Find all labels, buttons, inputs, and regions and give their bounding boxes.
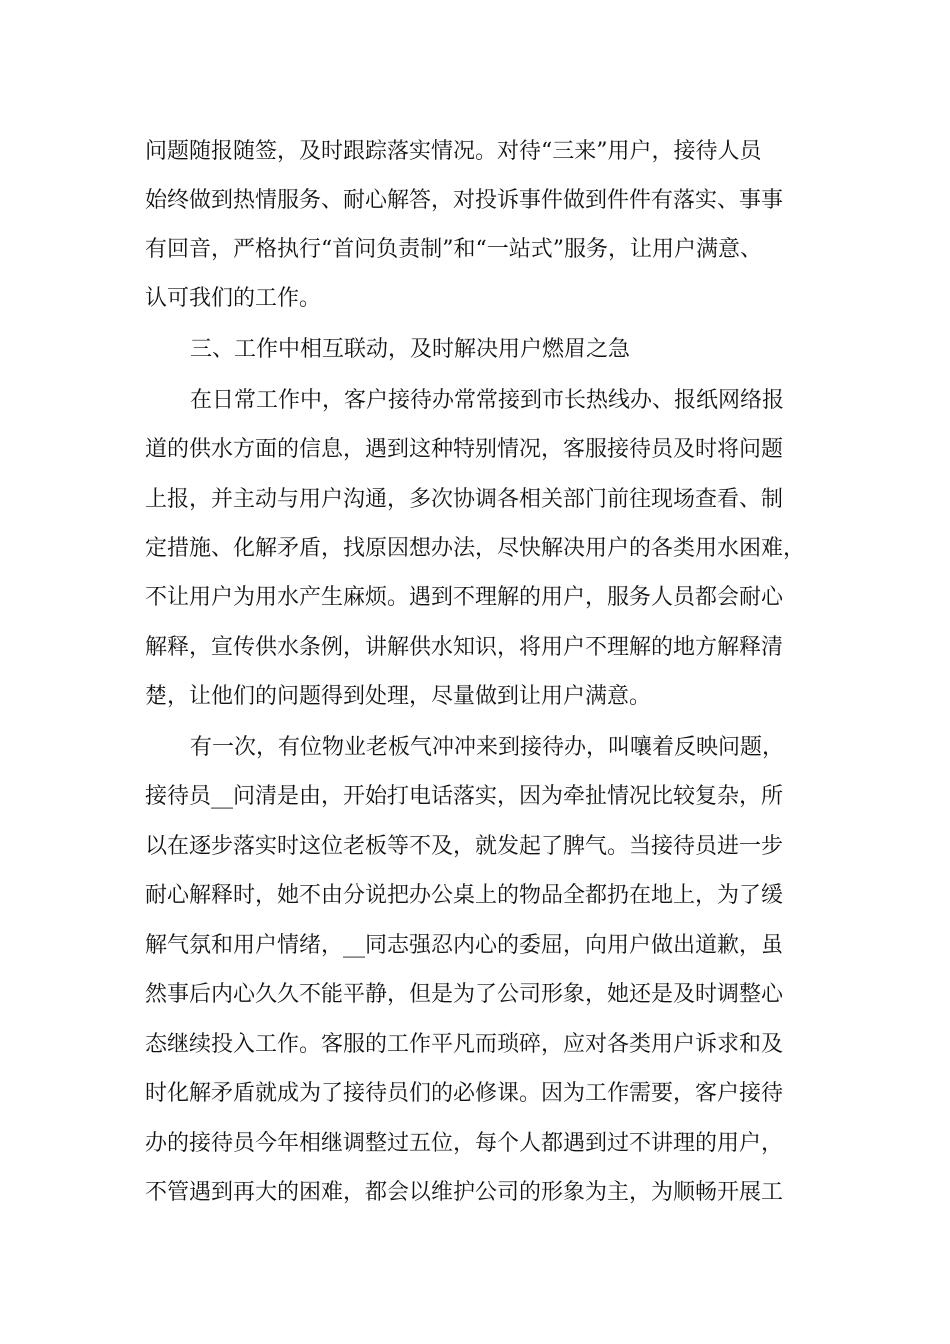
section-heading: 三、工作中相互联动，及时解决用户燃眉之急 (190, 337, 631, 362)
paragraph-line: 有一次，有位物业老板气冲冲来到接待办，叫嚷着反映问题， (190, 735, 785, 760)
paragraph-line: 态继续投入工作。客服的工作平凡而琐碎，应对各类用户诉求和及 (145, 1032, 784, 1057)
paragraph-line: 始终做到热情服务、耐心解答，对投诉事件做到件件有落实、事事 (145, 188, 784, 213)
paragraph-line: 道的供水方面的信息，遇到这种特别情况，客服接待员及时将问题 (145, 437, 784, 462)
paragraph-line: 然事后内心久久不能平静，但是为了公司形象，她还是及时调整心 (145, 982, 784, 1007)
paragraph-line: 在日常工作中，客户接待办常常接到市长热线办、报纸网络报 (190, 388, 785, 413)
paragraph-line: 不让用户为用水产生麻烦。遇到不理解的用户，服务人员都会耐心 (145, 585, 784, 610)
paragraph-line: 以在逐步落实时这位老板等不及，就发起了脾气。当接待员进一步 (145, 834, 784, 859)
paragraph-line: 上报，并主动与用户沟通，多次协调各相关部门前往现场查看、制 (145, 487, 784, 512)
paragraph-line: 不管遇到再大的困难，都会以维护公司的形象为主，为顺畅开展工 (145, 1180, 784, 1205)
paragraph-line: 定措施、化解矛盾，找原因想办法，尽快解决用户的各类用水困难， (145, 536, 806, 561)
paragraph-line: 解气氛和用户情绪，__同志强忍内心的委屈，向用户做出道歉，虽 (145, 933, 784, 958)
paragraph-line: 解释，宣传供水条例，讲解供水知识，将用户不理解的地方解释清 (145, 635, 784, 660)
paragraph-line: 有回音，严格执行“首问负责制”和“一站式”服务，让用户满意、 (145, 237, 762, 262)
paragraph-line: 办的接待员今年相继调整过五位，每个人都遇到过不讲理的用户， (145, 1131, 784, 1156)
paragraph-line: 接待员__问清是由，开始打电话落实，因为牵扯情况比较复杂，所 (145, 784, 784, 809)
paragraph-line: 认可我们的工作。 (145, 286, 322, 311)
paragraph-line: 楚，让他们的问题得到处理，尽量做到让用户满意。 (145, 684, 652, 709)
paragraph-line: 耐心解释时，她不由分说把办公桌上的物品全都扔在地上，为了缓 (145, 883, 784, 908)
paragraph-line: 问题随报随签，及时跟踪落实情况。对待“三来”用户，接待人员 (145, 139, 762, 164)
paragraph-line: 时化解矛盾就成为了接待员们的必修课。因为工作需要，客户接待 (145, 1081, 784, 1106)
